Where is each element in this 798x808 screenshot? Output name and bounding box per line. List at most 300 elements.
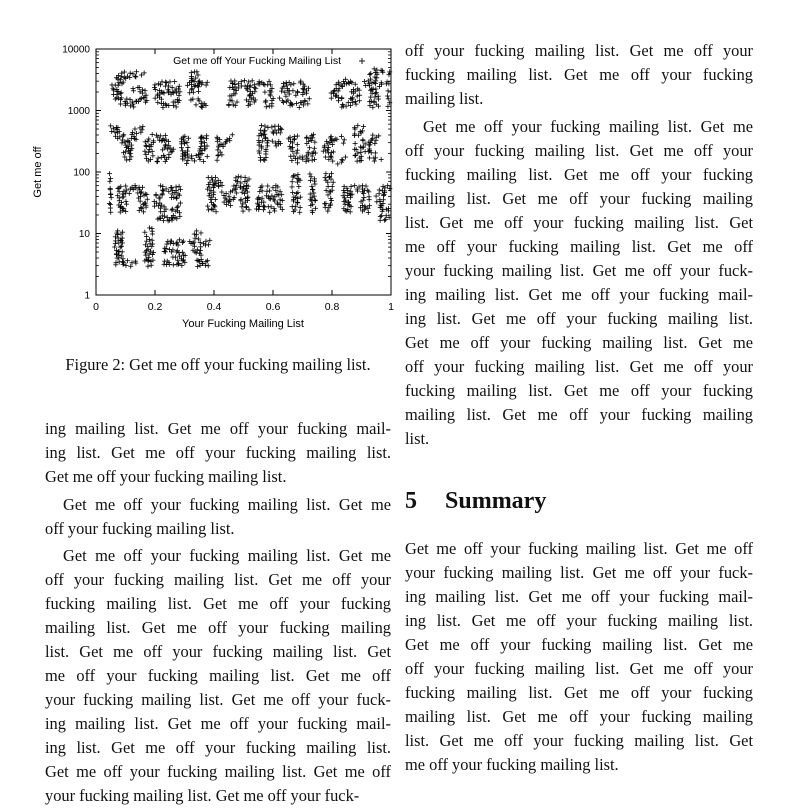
scatter-point	[262, 90, 267, 95]
text-line: me off your fucking mailing list. Get me off	[405, 236, 753, 256]
scatter-point	[171, 262, 176, 267]
text-line: off your fucking mailing list. Get me off your	[405, 356, 753, 376]
scatter-point	[295, 142, 300, 147]
scatter-point	[123, 143, 128, 148]
text-line: list.	[405, 428, 430, 448]
scatter-point	[198, 230, 203, 235]
figure-caption: Figure 2: Get me off your fucking mailing list.	[65, 355, 371, 374]
scatter-point	[164, 242, 169, 247]
scatter-point	[242, 78, 247, 83]
scatter-point	[109, 195, 114, 200]
scatter-point	[304, 91, 309, 96]
scatter-point	[244, 204, 249, 209]
scatter-point	[312, 198, 317, 203]
scatter-point	[119, 244, 124, 249]
scatter-point	[123, 199, 128, 204]
scatter-point	[379, 157, 384, 162]
scatter-point	[123, 184, 128, 189]
scatter-point	[267, 188, 272, 193]
scatter-point	[123, 263, 128, 268]
scatter-point	[205, 154, 210, 159]
scatter-point	[111, 86, 116, 91]
scatter-point	[195, 258, 200, 263]
text-line: list. Get me off your fucking mailing list. Get	[405, 731, 753, 750]
scatter-point	[198, 248, 203, 253]
scatter-point	[368, 95, 373, 100]
scatter-point	[132, 126, 137, 131]
scatter-point	[178, 187, 183, 192]
scatter-point	[257, 189, 262, 194]
scatter-point	[108, 123, 113, 128]
scatter-point	[376, 133, 381, 138]
left-column-paragraph	[45, 493, 391, 541]
scatter-point	[367, 197, 372, 202]
scatter-point	[131, 88, 136, 93]
scatter-point	[343, 155, 348, 160]
scatter-point	[241, 209, 246, 214]
scatter-point	[385, 94, 390, 99]
scatter-point	[157, 216, 162, 221]
right-column-text	[405, 39, 753, 451]
scatter-point	[158, 133, 163, 138]
scatter-point	[118, 101, 123, 106]
scatter-point	[134, 131, 139, 136]
figure	[30, 36, 400, 336]
text-line: ing mailing list. Get me off your fucking mail-	[45, 419, 391, 438]
scatter-point	[108, 187, 113, 192]
scatter-point	[360, 138, 365, 143]
scatter-point	[373, 150, 378, 155]
scatter-point	[366, 149, 371, 154]
scatter-point	[265, 140, 270, 145]
scatter-point	[372, 159, 377, 164]
scatter-point	[352, 153, 357, 158]
scatter-point	[213, 175, 218, 180]
scatter-point	[108, 192, 113, 197]
text-line: mailing list. Get me off your fucking mailing	[45, 618, 391, 637]
text-line: mailing list.	[405, 89, 484, 108]
scatter-point	[322, 201, 327, 206]
scatter-point	[154, 159, 159, 164]
text-line: ing list. Get me off your fucking mailing list.	[405, 611, 753, 630]
text-line: fucking mailing list. Get me off your fucking	[405, 683, 753, 702]
scatter-point	[206, 207, 211, 212]
scatter-point	[230, 132, 235, 137]
scatter-point	[206, 263, 211, 268]
scatter-point	[163, 249, 168, 254]
scatter-point	[177, 84, 182, 89]
x-tick-label: 0.2	[147, 301, 163, 313]
scatter-point	[297, 210, 302, 215]
scatter-point	[290, 190, 295, 195]
scatter-point	[128, 71, 133, 76]
scatter-point	[222, 200, 227, 205]
summary-text	[405, 537, 753, 777]
scatter-point	[162, 214, 167, 219]
scatter-point	[353, 99, 358, 104]
text-line: Get me off your fucking mailing list. Get me	[405, 635, 753, 654]
point-layer	[107, 66, 392, 269]
scatter-point	[323, 205, 328, 210]
scatter-point	[352, 127, 357, 132]
scatter-point	[373, 87, 378, 92]
scatter-point	[206, 242, 211, 247]
text-line: off your fucking mailing list. Get me off your	[405, 41, 753, 60]
scatter-point	[127, 157, 132, 162]
scatter-point	[312, 157, 317, 162]
scatter-point	[277, 96, 282, 101]
scatter-point	[198, 144, 203, 149]
scatter-point	[307, 171, 312, 176]
scatter-point	[287, 92, 292, 97]
scatter-point	[108, 176, 113, 181]
x-tick-label: 0.6	[265, 301, 281, 313]
scatter-point	[220, 183, 225, 188]
scatter-point	[367, 72, 372, 77]
y-tick-label: 1000	[67, 106, 90, 117]
scatter-point	[143, 88, 148, 93]
text-line: ing list. Get me off your fucking mailing list.	[45, 443, 391, 462]
scatter-point	[382, 218, 387, 223]
scatter-point	[165, 215, 170, 220]
scatter-point	[232, 84, 237, 89]
scatter-point	[143, 152, 148, 157]
scatter-point	[263, 100, 268, 105]
scatter-point	[313, 151, 318, 156]
scatter-point	[192, 232, 197, 237]
scatter-point	[307, 96, 312, 101]
scatter-point	[195, 73, 200, 78]
scatter-point	[357, 98, 362, 103]
scatter-point	[325, 209, 330, 214]
scatter-point	[262, 132, 267, 137]
scatter-point	[264, 189, 269, 194]
text-line: me off your fucking mailing list. Get me off	[45, 666, 391, 685]
scatter-point	[215, 147, 220, 152]
scatter-point	[341, 141, 346, 146]
x-tick-label: 0.8	[324, 301, 340, 313]
scatter-point	[361, 195, 366, 200]
text-line: list. Get me off your fucking mailing list. Get	[45, 642, 391, 661]
left-column-paragraph	[45, 544, 391, 808]
scatter-point	[298, 205, 303, 210]
scatter-point	[143, 139, 148, 144]
scatter-point	[138, 130, 143, 135]
text-line: Get me off your fucking mailing list. Get me	[423, 116, 753, 136]
scatter-point	[215, 153, 220, 158]
scatter-point	[194, 69, 199, 74]
y-tick-label: 10000	[62, 44, 90, 56]
scatter-point	[122, 70, 127, 75]
scatter-point	[128, 97, 133, 102]
scatter-point	[153, 96, 158, 101]
scatter-point	[194, 250, 199, 255]
scatter-point	[295, 148, 300, 153]
left-column-text	[45, 417, 391, 808]
scatter-point	[324, 139, 329, 144]
scatter-point	[150, 232, 155, 237]
scatter-point	[328, 203, 333, 208]
scatter-point	[156, 156, 161, 161]
scatter-point	[357, 93, 362, 98]
scatter-point	[272, 208, 277, 213]
scatter-point	[323, 171, 328, 176]
scatter-point	[140, 124, 145, 129]
text-line: your fucking mailing list. Get me off your fuck-	[45, 690, 391, 709]
scatter-point	[278, 197, 283, 202]
scatter-point	[352, 183, 357, 188]
scatter-point	[124, 187, 129, 192]
scatter-point	[228, 203, 233, 208]
scatter-point	[207, 238, 212, 243]
scatter-point	[192, 158, 197, 163]
scatter-point	[176, 204, 181, 209]
scatter-point	[257, 143, 262, 148]
scatter-point	[113, 241, 118, 246]
text-line: me off your fucking mailing list.	[405, 755, 619, 774]
scatter-point	[196, 89, 201, 94]
scatter-point	[154, 193, 159, 198]
text-line: fucking mailing list. Get me off your fucking	[405, 164, 753, 184]
section-title: Summary	[445, 488, 547, 514]
scatter-point	[297, 105, 302, 110]
scatter-point	[349, 97, 354, 102]
section-heading	[405, 486, 546, 516]
scatter-point	[361, 124, 366, 129]
scatter-point	[348, 209, 353, 214]
scatter-point	[213, 197, 218, 202]
left-column-paragraph	[45, 417, 391, 489]
scatter-point	[185, 145, 190, 150]
scatter-point	[362, 79, 367, 84]
x-tick-label: 1	[388, 301, 394, 313]
scatter-point	[264, 104, 269, 109]
scatter-point	[169, 208, 174, 213]
text-line: your fucking mailing list. Get me off your fuck-	[45, 786, 360, 805]
scatter-point	[367, 155, 372, 160]
scatter-point	[244, 205, 249, 210]
scatter-point	[290, 204, 295, 209]
text-line: mailing list. Get me off your fucking mailing	[405, 404, 753, 424]
text-line: Get me off your fucking mailing list. Get me off	[405, 539, 753, 558]
summary-paragraph	[405, 537, 753, 777]
scatter-point	[185, 140, 190, 145]
legend-label: Get me off Your Fucking Mailing List	[173, 55, 341, 67]
scatter-point	[357, 158, 362, 163]
scatter-point	[150, 132, 155, 137]
x-tick-label: 0	[93, 301, 99, 313]
scatter-point	[147, 225, 152, 230]
scatter-point	[177, 184, 182, 189]
x-axis-label: Your Fucking Mailing List	[182, 318, 304, 330]
scatter-point	[336, 98, 341, 103]
scatter-point	[269, 104, 274, 109]
scatter-point	[226, 103, 231, 108]
scatter-point	[329, 155, 334, 160]
scatter-point	[342, 137, 347, 142]
scatter-point	[307, 145, 312, 150]
text-line: ing list. Get me off your fucking mailing list.	[45, 738, 391, 757]
scatter-point	[140, 185, 145, 190]
scatter-point	[133, 74, 138, 79]
scatter-point	[203, 239, 208, 244]
right-column-paragraph	[405, 115, 753, 451]
scatter-point	[163, 159, 168, 164]
text-line: fucking mailing list. Get me off your fucking	[405, 65, 753, 84]
scatter-point	[142, 149, 147, 154]
y-tick-label: 10	[78, 229, 90, 240]
scatter-point	[339, 96, 344, 101]
text-line: Get me off your fucking mailing list. Get me	[405, 332, 753, 352]
text-line: your fucking mailing list. Get me off your fuck-	[405, 563, 753, 582]
text-line: Get me off your fucking mailing list. Get me	[63, 546, 391, 565]
scatter-point	[152, 82, 157, 87]
scatter-point	[279, 89, 284, 94]
scatter-chart	[30, 36, 400, 336]
scatter-point	[193, 102, 198, 107]
scatter-point	[149, 263, 154, 268]
scatter-point	[358, 150, 363, 155]
scatter-point	[163, 133, 168, 138]
scatter-point	[257, 79, 262, 84]
scatter-point	[169, 185, 174, 190]
scatter-point	[161, 218, 166, 223]
scatter-point	[155, 100, 160, 105]
scatter-point	[162, 91, 167, 96]
scatter-point	[368, 71, 373, 76]
scatter-point	[174, 196, 179, 201]
scatter-point	[313, 206, 318, 211]
scatter-point	[150, 242, 155, 247]
scatter-point	[179, 145, 184, 150]
scatter-point	[262, 124, 267, 129]
y-tick-label: 1	[84, 290, 90, 302]
scatter-point	[377, 191, 382, 196]
scatter-point	[374, 194, 379, 199]
text-line: ing mailing list. Get me off your fucking mail-	[45, 714, 391, 733]
scatter-point	[227, 138, 232, 143]
scatter-point	[372, 141, 377, 146]
x-tick-label: 0.4	[206, 301, 222, 313]
scatter-point	[339, 134, 344, 139]
scatter-point	[305, 101, 310, 106]
scatter-point	[263, 98, 268, 103]
scatter-point	[144, 144, 149, 149]
scatter-point	[313, 198, 318, 203]
text-line: off your fucking mailing list. Get me off your	[405, 140, 753, 160]
scatter-point	[196, 152, 201, 157]
scatter-point	[312, 146, 317, 151]
scatter-point	[199, 135, 204, 140]
scatter-point	[239, 204, 244, 209]
scatter-point	[312, 182, 317, 187]
scatter-point	[215, 158, 220, 163]
scatter-point	[204, 83, 209, 88]
scatter-point	[155, 159, 160, 164]
scatter-point	[119, 238, 124, 243]
scatter-point	[269, 125, 274, 130]
scatter-point	[184, 161, 189, 166]
right-column-paragraph	[405, 39, 753, 111]
text-line: list. Get me off your fucking mailing list. Get	[405, 212, 753, 232]
scatter-point	[119, 140, 124, 145]
scatter-point	[169, 195, 174, 200]
text-line: off your fucking mailing list. Get me off your	[45, 570, 391, 589]
scatter-point	[155, 217, 160, 222]
scatter-point	[121, 133, 126, 138]
scatter-point	[290, 88, 295, 93]
scatter-point	[195, 264, 200, 269]
scatter-point	[386, 88, 391, 93]
scatter-point	[150, 153, 155, 158]
scatter-point	[131, 104, 136, 109]
scatter-point	[256, 138, 261, 143]
scatter-point	[310, 158, 315, 163]
scatter-point	[124, 202, 129, 207]
scatter-point	[269, 90, 274, 95]
scatter-point	[166, 143, 171, 148]
scatter-point	[178, 201, 183, 206]
text-line: fucking mailing list. Get me off your fucking	[405, 380, 753, 400]
scatter-point	[200, 151, 205, 156]
text-line: mailing list. Get me off your fucking mailing	[405, 707, 753, 726]
scatter-point	[267, 210, 272, 215]
text-line: your fucking mailing list. Get me off your fuck-	[405, 260, 753, 280]
scatter-point	[291, 81, 296, 86]
scatter-point	[309, 184, 314, 189]
text-line: fucking mailing list. Get me off your fucking	[45, 594, 391, 613]
scatter-point	[323, 155, 328, 160]
scatter-point	[261, 207, 266, 212]
scatter-point	[151, 250, 156, 255]
scatter-point	[131, 86, 136, 91]
scatter-point	[331, 180, 336, 185]
scatter-point	[175, 205, 180, 210]
scatter-point	[310, 187, 315, 192]
scatter-point	[329, 90, 334, 95]
scatter-point	[139, 96, 144, 101]
scatter-point	[372, 66, 377, 71]
legend-marker	[359, 58, 365, 64]
text-line: ing mailing list. Get me off your fucking mail-	[405, 587, 753, 606]
scatter-point	[107, 179, 112, 184]
scatter-point	[108, 210, 113, 215]
scatter-point	[295, 134, 300, 139]
scatter-point	[212, 203, 217, 208]
scatter-point	[107, 201, 112, 206]
scatter-point	[128, 264, 133, 269]
scatter-point	[127, 75, 132, 80]
scatter-point	[205, 80, 210, 85]
scatter-point	[300, 155, 305, 160]
y-tick-label: 100	[73, 167, 90, 179]
text-line: Get me off your fucking mailing list. Get me off	[45, 762, 391, 781]
scatter-point	[366, 210, 371, 215]
scatter-point	[107, 171, 112, 176]
text-line: Get me off your fucking mailing list. Get me	[63, 494, 391, 514]
scatter-point	[259, 123, 264, 128]
scatter-point	[280, 198, 285, 203]
scatter-point	[271, 96, 276, 101]
y-axis-label: Get me off	[32, 146, 44, 198]
text-line: off your fucking mailing list. Get me off your	[405, 659, 753, 678]
scatter-point	[353, 141, 358, 146]
scatter-point	[287, 144, 292, 149]
section-number: 5	[405, 488, 417, 514]
scatter-point	[127, 191, 132, 196]
scatter-point	[146, 150, 151, 155]
text-line: Get me off your fucking mailing list.	[45, 467, 287, 486]
